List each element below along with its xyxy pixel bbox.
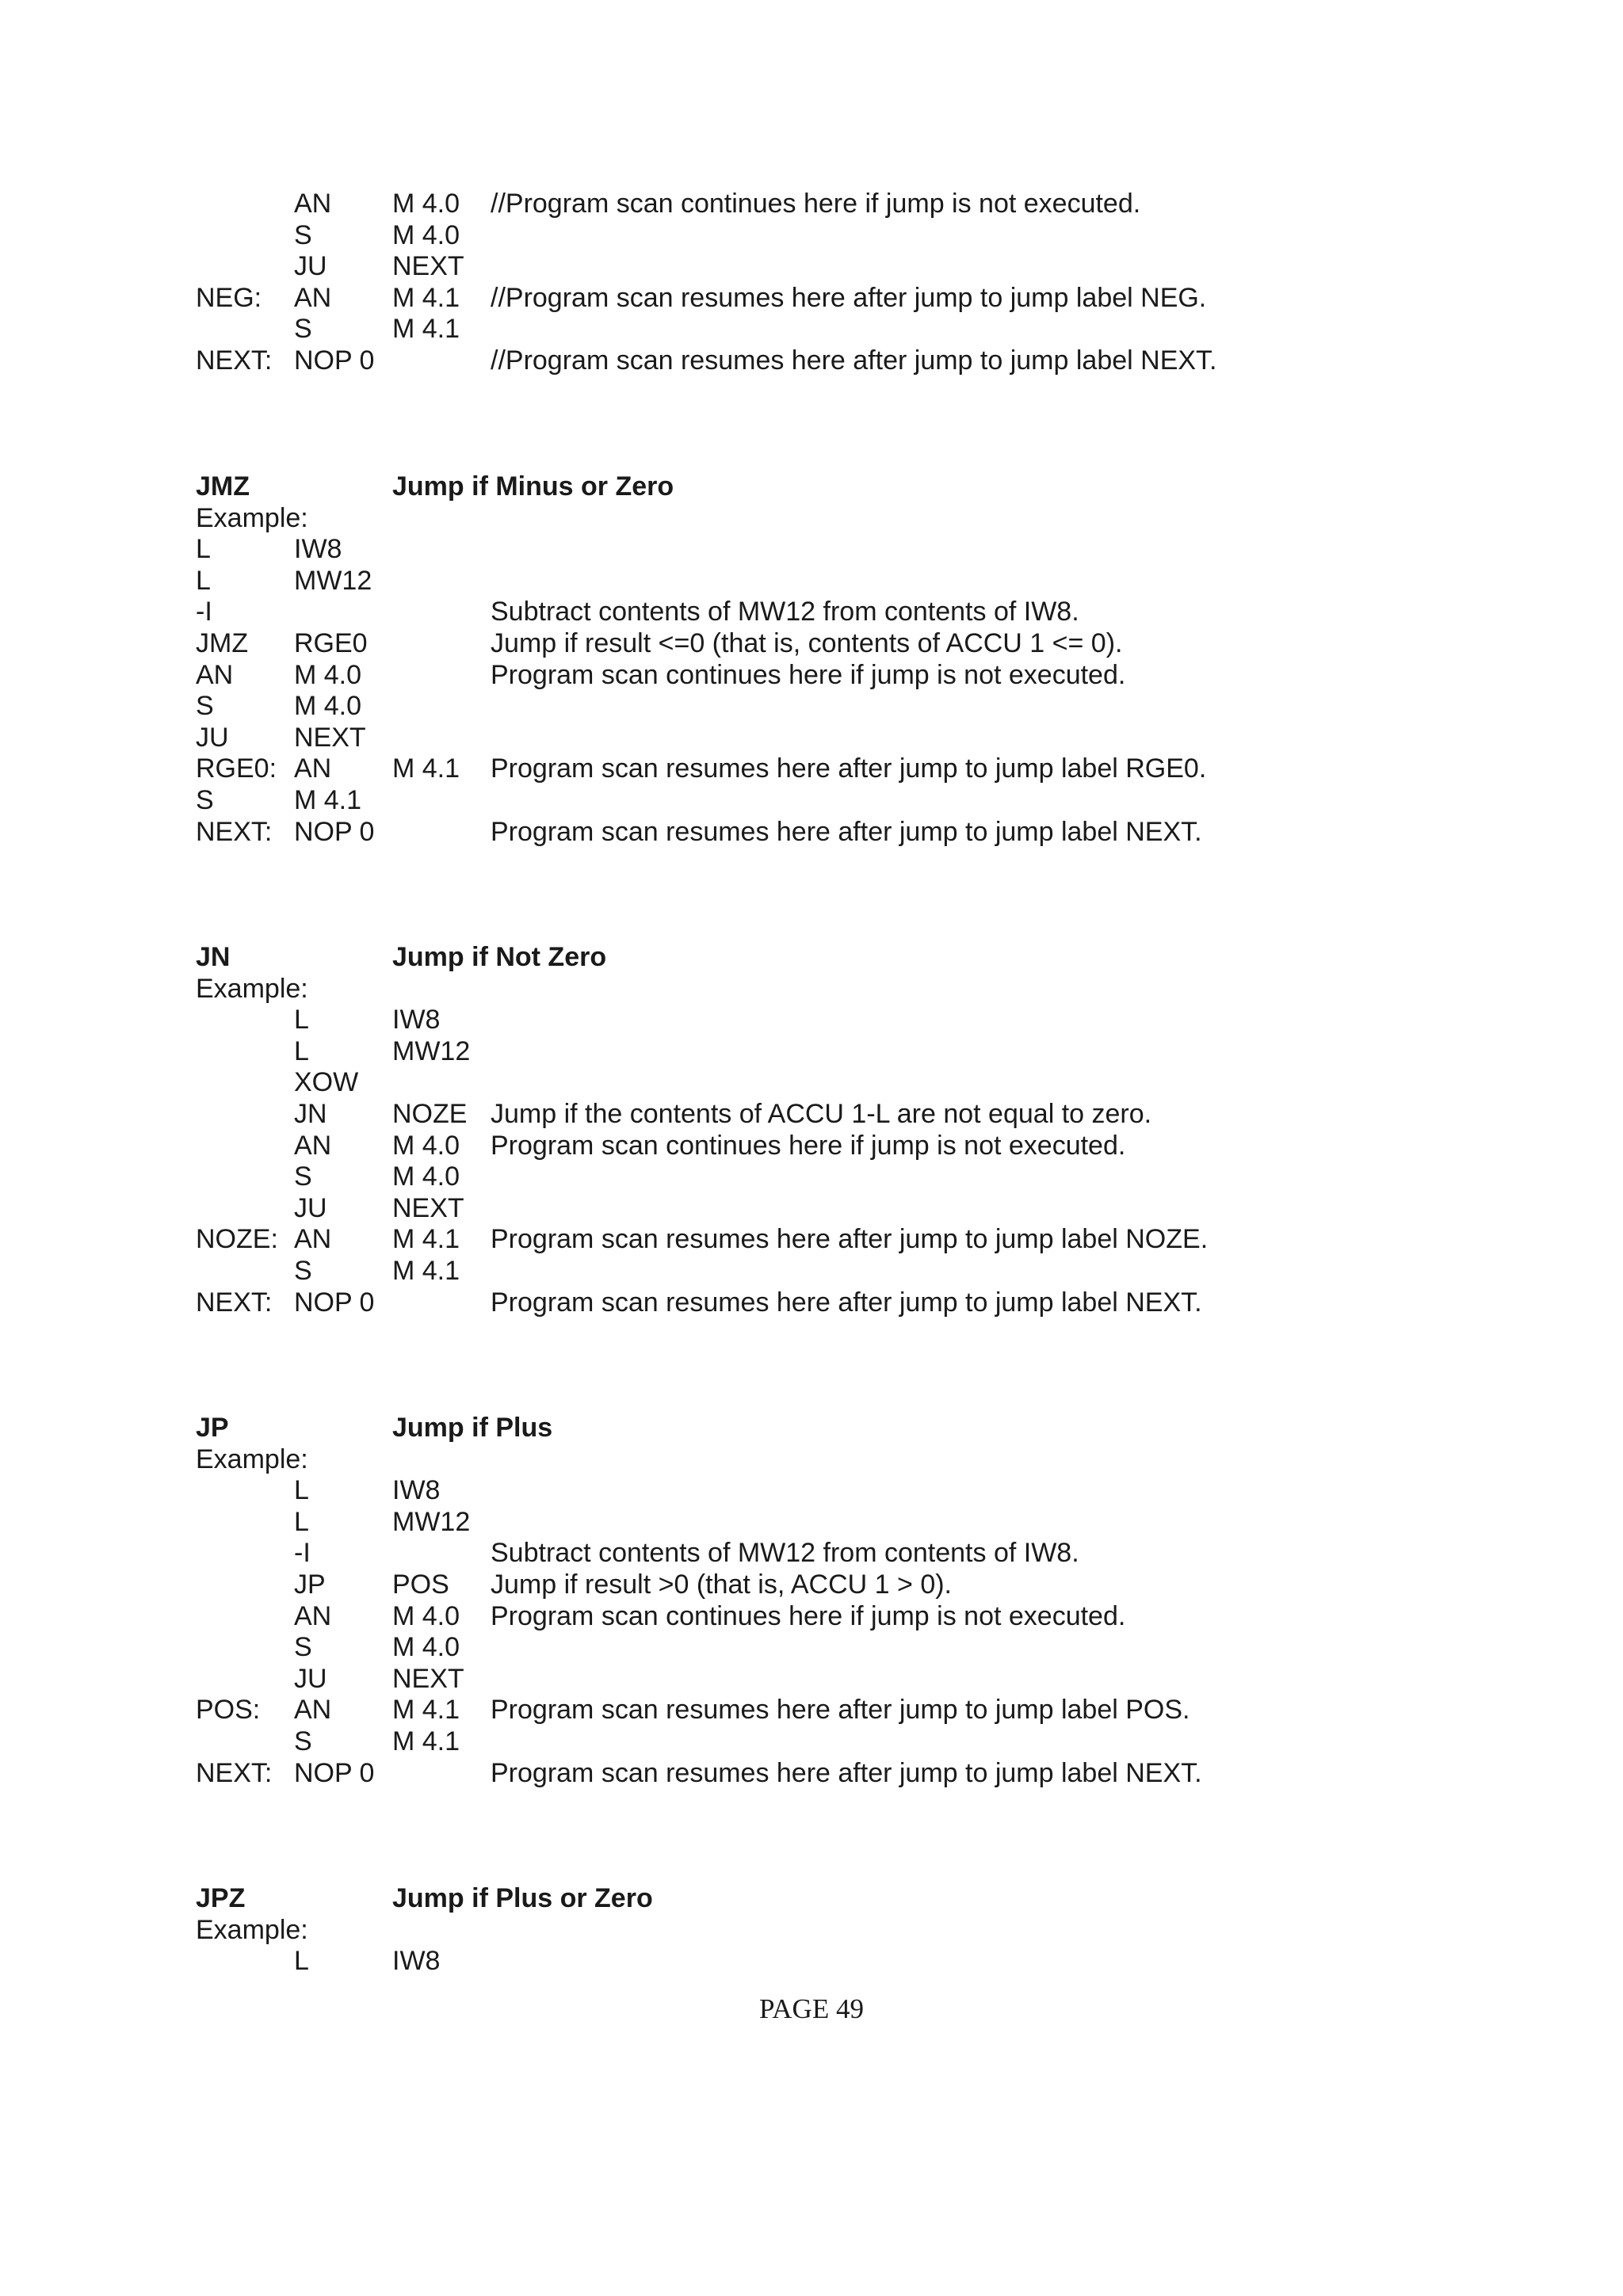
code-line: [0, 1600, 1623, 1632]
instruction-mnemonic: JPZ: [196, 1883, 246, 1913]
code-operand: NEXT: [392, 1192, 464, 1223]
code-operand: M 4.1: [392, 1256, 460, 1286]
code-instruction: M 4.0: [294, 659, 362, 690]
code-operand: M 4.1: [392, 1695, 460, 1726]
code-line: [0, 1474, 1623, 1506]
code-line: [0, 690, 1623, 722]
code-label: L: [196, 565, 211, 596]
code-label: L: [196, 534, 211, 565]
code-instruction: S: [294, 1726, 312, 1756]
code-comment: Subtract contents of MW12 from contents of IW8.: [491, 597, 1079, 627]
code-label: NEXT:: [196, 816, 273, 847]
code-label: JMZ: [196, 628, 249, 658]
code-label: AN: [196, 659, 234, 690]
code-instruction: NOP 0: [294, 1287, 375, 1318]
code-operand: M 4.1: [392, 1224, 460, 1255]
code-line: [0, 816, 1623, 848]
section-heading: [0, 1882, 1623, 1914]
code-comment: Program scan resumes here after jump to jump label RGE0.: [491, 753, 1207, 784]
code-instruction: AN: [294, 1600, 332, 1631]
code-line: [0, 596, 1623, 627]
code-label: POS:: [196, 1695, 261, 1726]
example-label: Example:: [196, 1444, 308, 1474]
instruction-description: Jump if Not Zero: [392, 942, 607, 972]
code-comment: Program scan resumes here after jump to jump label POS.: [491, 1695, 1190, 1726]
code-operand: IW8: [392, 1005, 441, 1035]
code-line: [0, 282, 1623, 314]
code-line: [0, 659, 1623, 691]
code-line: [0, 1569, 1623, 1600]
code-line: [0, 1255, 1623, 1287]
code-instruction: S: [294, 219, 312, 250]
code-operand: M 4.0: [392, 1600, 460, 1631]
code-line: [0, 753, 1623, 784]
section-heading: [0, 941, 1623, 973]
code-operand: M 4.1: [392, 314, 460, 345]
code-label: RGE0:: [196, 753, 277, 784]
code-line: [0, 1726, 1623, 1757]
section-heading: [0, 1412, 1623, 1444]
code-line: [0, 784, 1623, 816]
code-line: [0, 1757, 1623, 1789]
code-operand: MW12: [392, 1506, 471, 1537]
code-operand: M 4.0: [392, 1632, 460, 1663]
code-instruction: L: [294, 1475, 309, 1506]
code-instruction: S: [294, 1161, 312, 1192]
code-instruction: NOP 0: [294, 816, 375, 847]
code-label: NEXT:: [196, 345, 273, 376]
code-instruction: AN: [294, 1130, 332, 1161]
code-instruction: JU: [294, 251, 327, 282]
code-instruction: AN: [294, 753, 332, 784]
code-instruction: JN: [294, 1099, 327, 1129]
code-line: [0, 1130, 1623, 1161]
code-instruction: AN: [294, 1695, 332, 1726]
code-instruction: MW12: [294, 565, 372, 596]
code-instruction: S: [294, 1632, 312, 1663]
code-comment: Program scan resumes here after jump to jump label NOZE.: [491, 1224, 1209, 1255]
code-line: [0, 1631, 1623, 1663]
code-label: S: [196, 691, 214, 722]
code-instruction: JU: [294, 1192, 327, 1223]
code-line: [0, 1663, 1623, 1695]
code-operand: NOZE: [392, 1099, 468, 1129]
code-comment: Program scan continues here if jump is not executed.: [491, 1130, 1126, 1161]
code-operand: IW8: [392, 1946, 441, 1977]
code-instruction: S: [294, 1256, 312, 1286]
code-comment: Jump if result <=0 (that is, contents of ACCU 1 <= 0).: [491, 628, 1123, 658]
code-instruction: JU: [294, 1663, 327, 1694]
code-comment: //Program scan resumes here after jump to jump label NEG.: [491, 282, 1207, 313]
code-comment: Jump if result >0 (that is, ACCU 1 > 0).: [491, 1569, 953, 1600]
code-operand: NEXT: [392, 251, 464, 282]
code-label: -I: [196, 597, 212, 627]
instruction-description: Jump if Plus: [392, 1413, 553, 1443]
code-line: [0, 1098, 1623, 1130]
code-instruction: M 4.1: [294, 785, 362, 815]
code-line: [0, 565, 1623, 597]
code-label: JU: [196, 722, 229, 753]
code-instruction: RGE0: [294, 628, 368, 658]
instruction-description: Jump if Plus or Zero: [392, 1883, 653, 1913]
code-instruction: L: [294, 1506, 309, 1537]
code-line: [0, 345, 1623, 376]
code-operand: NEXT: [392, 1663, 464, 1694]
code-line: [0, 627, 1623, 659]
code-line: [0, 313, 1623, 345]
code-comment: Program scan resumes here after jump to jump label NEXT.: [491, 816, 1202, 847]
code-comment: Program scan resumes here after jump to jump label NEXT.: [491, 1757, 1202, 1788]
example-label: Example:: [196, 502, 308, 533]
example-label-row: [0, 1914, 1623, 1946]
code-line: [0, 1035, 1623, 1067]
example-label: Example:: [196, 1914, 308, 1945]
code-line: [0, 1506, 1623, 1538]
code-line: [0, 533, 1623, 565]
code-instruction: AN: [294, 189, 332, 219]
example-label-row: [0, 502, 1623, 534]
code-line: [0, 1694, 1623, 1726]
code-operand: M 4.0: [392, 1161, 460, 1192]
example-label-row: [0, 1444, 1623, 1475]
code-operand: M 4.0: [392, 1130, 460, 1161]
code-line: [0, 1287, 1623, 1318]
example-label: Example:: [196, 973, 308, 1004]
code-instruction: NOP 0: [294, 345, 375, 376]
code-instruction: XOW: [294, 1067, 359, 1098]
code-label: NOZE:: [196, 1224, 278, 1255]
code-operand: M 4.1: [392, 1726, 460, 1756]
code-line: [0, 722, 1623, 753]
code-instruction: -I: [294, 1538, 311, 1569]
code-line: [0, 1192, 1623, 1224]
code-line: [0, 1066, 1623, 1098]
code-label: NEG:: [196, 282, 262, 313]
code-instruction: JP: [294, 1569, 326, 1600]
code-instruction: L: [294, 1035, 309, 1066]
instruction-description: Jump if Minus or Zero: [392, 471, 674, 502]
code-operand: IW8: [392, 1475, 441, 1506]
code-label: NEXT:: [196, 1757, 273, 1788]
code-instruction: NOP 0: [294, 1757, 375, 1788]
code-comment: //Program scan continues here if jump is not executed.: [491, 189, 1141, 219]
code-instruction: AN: [294, 282, 332, 313]
code-comment: Program scan resumes here after jump to jump label NEXT.: [491, 1287, 1202, 1318]
code-comment: Jump if the contents of ACCU 1-L are not equal to zero.: [491, 1099, 1152, 1129]
code-line: [0, 1223, 1623, 1255]
instruction-mnemonic: JP: [196, 1413, 229, 1443]
code-line: [0, 1945, 1623, 1977]
code-label: NEXT:: [196, 1287, 273, 1318]
code-comment: Program scan continues here if jump is not executed.: [491, 1600, 1126, 1631]
example-label-row: [0, 973, 1623, 1005]
code-line: [0, 1004, 1623, 1035]
code-comment: Program scan continues here if jump is not executed.: [491, 659, 1126, 690]
code-label: S: [196, 785, 214, 815]
code-operand: M 4.0: [392, 219, 460, 250]
code-comment: //Program scan resumes here after jump to jump label NEXT.: [491, 345, 1217, 376]
code-operand: M 4.0: [392, 189, 460, 219]
code-instruction: L: [294, 1005, 309, 1035]
code-line: [0, 188, 1623, 219]
instruction-mnemonic: JN: [196, 942, 231, 972]
code-operand: POS: [392, 1569, 449, 1600]
code-operand: M 4.1: [392, 282, 460, 313]
section-heading: [0, 471, 1623, 502]
page-number: PAGE 49: [759, 1993, 864, 2024]
code-comment: Subtract contents of MW12 from contents of IW8.: [491, 1538, 1079, 1569]
instruction-mnemonic: JMZ: [196, 471, 250, 502]
code-line: [0, 250, 1623, 282]
code-line: [0, 219, 1623, 251]
code-instruction: NEXT: [294, 722, 366, 753]
code-instruction: S: [294, 314, 312, 345]
code-line: [0, 1161, 1623, 1192]
code-line: [0, 1537, 1623, 1569]
code-instruction: M 4.0: [294, 691, 362, 722]
code-instruction: L: [294, 1946, 309, 1977]
code-operand: MW12: [392, 1035, 471, 1066]
code-instruction: IW8: [294, 534, 342, 565]
code-instruction: AN: [294, 1224, 332, 1255]
code-operand: M 4.1: [392, 753, 460, 784]
